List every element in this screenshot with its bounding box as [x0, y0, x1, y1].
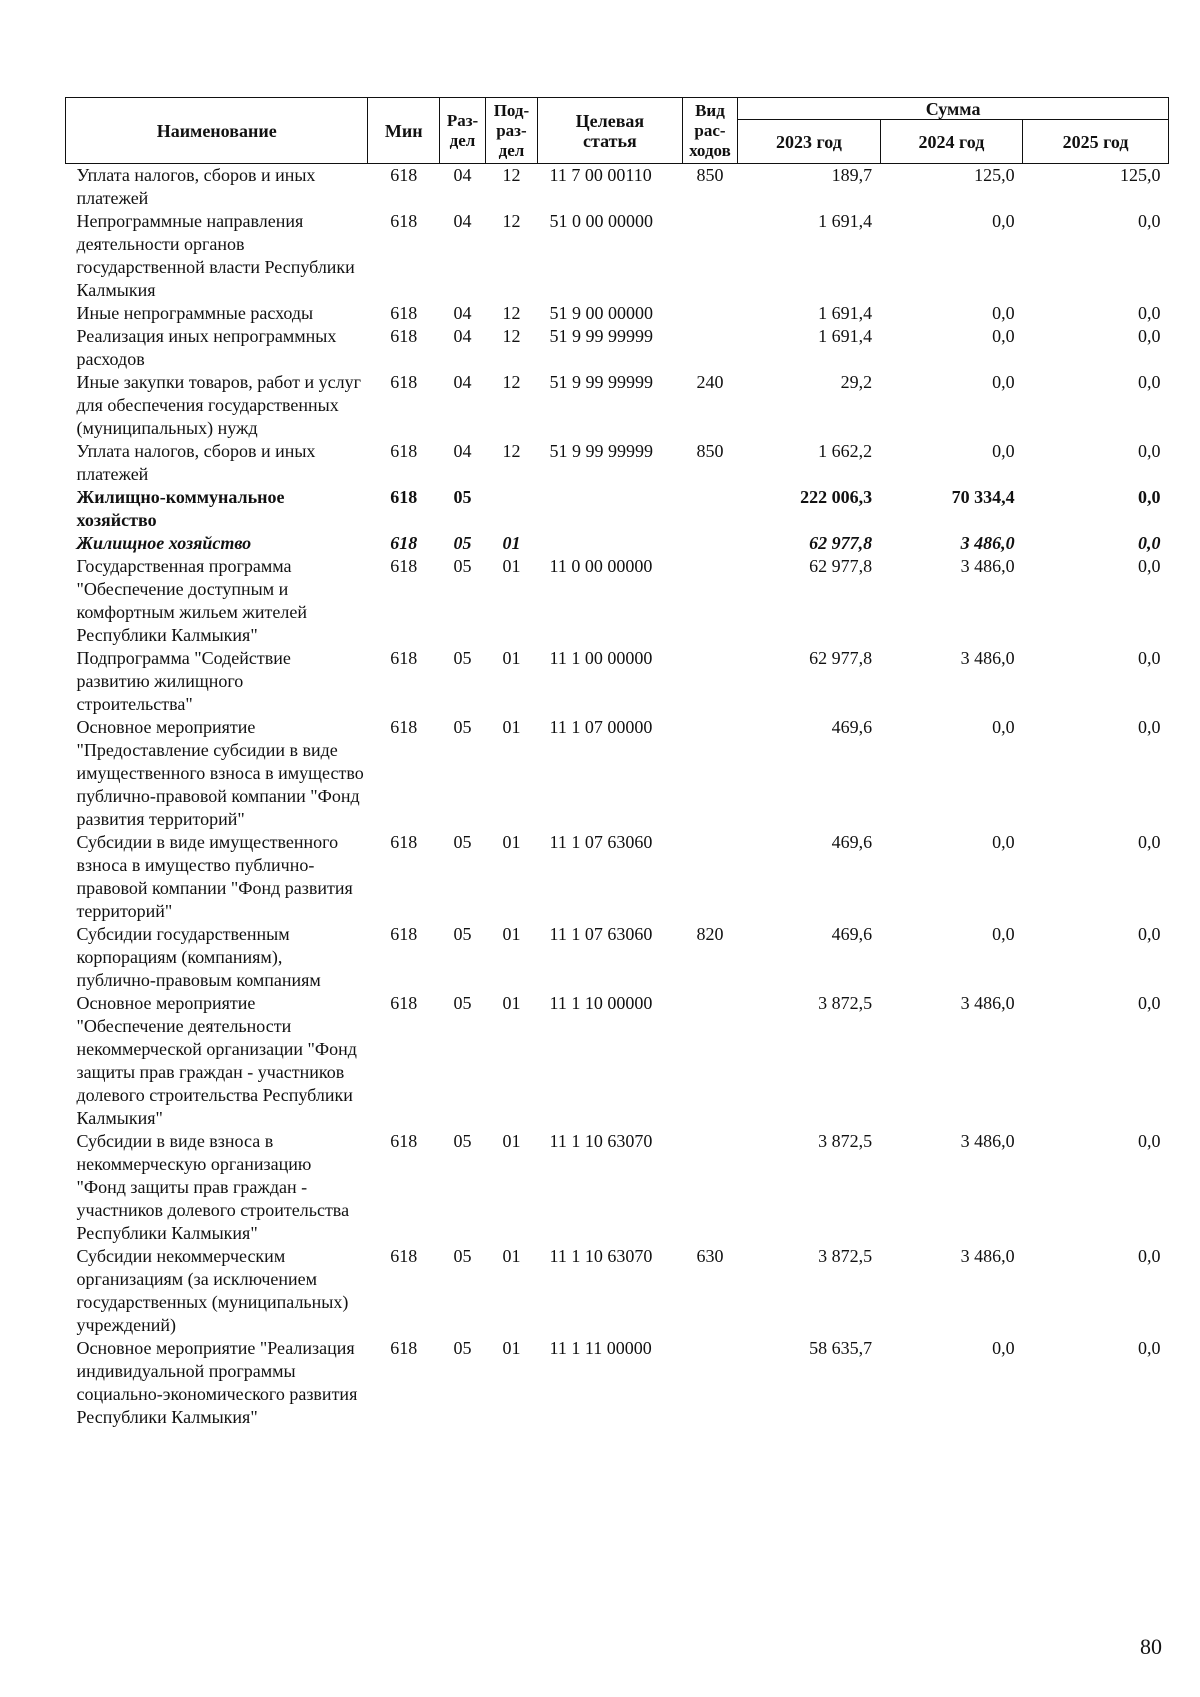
row-razdel: 05 [453, 1246, 472, 1266]
header-sum: Сумма [738, 98, 1169, 120]
row-podrazdel: 01 [502, 1246, 521, 1266]
row-min: 618 [390, 924, 418, 944]
row-podrazdel: 01 [502, 556, 521, 576]
row-min: 618 [390, 326, 418, 346]
row-name: Реализация иных непрограммных расходов [76, 326, 337, 369]
row-razdel: 05 [453, 832, 472, 852]
table-row [66, 923, 1169, 992]
row-2024: 3 486,0 [960, 1246, 1015, 1266]
header-podrazdel: Под- раз- дел [485, 98, 537, 164]
row-2025: 0,0 [1138, 441, 1161, 461]
row-target: 11 0 00 00000 [549, 556, 653, 576]
header-target: Целевая статья [538, 98, 683, 164]
row-razdel: 05 [453, 556, 472, 576]
row-min: 618 [390, 533, 418, 553]
row-podrazdel: 12 [502, 303, 521, 323]
row-target: 11 1 10 00000 [549, 993, 653, 1013]
row-target: 51 9 99 99999 [549, 326, 654, 346]
row-vid: 630 [696, 1246, 724, 1266]
row-2024: 0,0 [992, 303, 1015, 323]
row-vid [682, 555, 737, 647]
row-2023: 222 006,3 [800, 487, 873, 507]
row-2025: 0,0 [1138, 211, 1161, 231]
row-razdel: 05 [453, 717, 472, 737]
row-target: 11 1 07 00000 [549, 717, 653, 737]
row-2024: 3 486,0 [960, 1131, 1015, 1151]
header-2024: 2024 год [880, 120, 1022, 164]
row-min: 618 [390, 1246, 418, 1266]
row-podrazdel: 12 [502, 326, 521, 346]
row-2023: 62 977,8 [809, 648, 873, 668]
row-target: 51 9 99 99999 [549, 441, 654, 461]
row-2023: 469,6 [831, 924, 873, 944]
table-row [66, 1245, 1169, 1337]
row-min: 618 [390, 648, 418, 668]
table-row [66, 992, 1169, 1130]
table-row [66, 371, 1169, 440]
header-min: Мин [368, 98, 440, 164]
row-2024: 3 486,0 [960, 533, 1015, 553]
row-min: 618 [390, 993, 418, 1013]
row-vid: 850 [696, 441, 724, 461]
row-vid [682, 210, 737, 302]
row-name: Жилищное хозяйство [76, 533, 252, 553]
row-2024: 0,0 [992, 326, 1015, 346]
row-vid [682, 716, 737, 831]
row-2024: 0,0 [992, 717, 1015, 737]
table-row [66, 1130, 1169, 1245]
table-row [66, 647, 1169, 716]
row-target: 11 1 11 00000 [549, 1338, 652, 1358]
row-podrazdel [485, 486, 537, 532]
row-2025: 0,0 [1138, 993, 1161, 1013]
row-razdel: 04 [453, 326, 472, 346]
row-podrazdel: 12 [502, 441, 521, 461]
row-vid: 240 [696, 372, 724, 392]
row-min: 618 [390, 211, 418, 231]
row-podrazdel: 01 [502, 1338, 521, 1358]
row-name: Основное мероприятие "Реализация индивидуальной программы социально-экономического развития Республики Калмыкия" [76, 1338, 358, 1427]
row-name: Иные закупки товаров, работ и услуг для обеспечения государственных (муниципальных) нужд [76, 372, 361, 438]
table-row [66, 210, 1169, 302]
row-razdel: 04 [453, 441, 472, 461]
row-2025: 0,0 [1138, 832, 1161, 852]
row-min: 618 [390, 832, 418, 852]
row-2025: 0,0 [1138, 326, 1161, 346]
row-2023: 62 977,8 [809, 533, 873, 553]
budget-table [65, 97, 1169, 1429]
row-min: 618 [390, 556, 418, 576]
row-2023: 469,6 [831, 832, 873, 852]
row-razdel: 04 [453, 211, 472, 231]
row-2023: 3 872,5 [818, 993, 873, 1013]
row-2023: 1 691,4 [818, 211, 873, 231]
row-min: 618 [390, 441, 418, 461]
row-razdel: 04 [453, 303, 472, 323]
row-2023: 1 691,4 [818, 303, 873, 323]
row-podrazdel: 01 [502, 648, 521, 668]
row-vid [682, 1337, 737, 1429]
row-razdel: 05 [453, 648, 472, 668]
table-row [66, 486, 1169, 532]
row-2024: 0,0 [992, 832, 1015, 852]
row-2023: 189,7 [831, 165, 873, 185]
row-vid [682, 532, 737, 555]
row-2024: 0,0 [992, 924, 1015, 944]
row-razdel: 05 [453, 533, 472, 553]
table-row [66, 831, 1169, 923]
row-2024: 70 334,4 [951, 487, 1015, 507]
row-2025: 0,0 [1138, 556, 1161, 576]
page-number: 80 [1140, 1634, 1162, 1659]
row-name: Уплата налогов, сборов и иных платежей [76, 441, 316, 484]
row-vid: 820 [696, 924, 724, 944]
row-2023: 469,6 [831, 717, 873, 737]
row-2023: 3 872,5 [818, 1131, 873, 1151]
row-razdel: 05 [453, 993, 472, 1013]
table-row [66, 532, 1169, 555]
row-razdel: 05 [453, 487, 472, 507]
row-name: Непрограммные направления деятельности органов государственной власти Республики Калмыкия [76, 211, 355, 300]
row-podrazdel: 12 [502, 372, 521, 392]
row-name: Государственная программа "Обеспечение доступным и комфортным жильем жителей Республики Калмыкия" [76, 556, 307, 645]
row-target: 11 7 00 00110 [549, 165, 652, 185]
header-2023: 2023 год [738, 120, 880, 164]
row-name: Иные непрограммные расходы [76, 303, 314, 323]
row-target: 11 1 07 63060 [549, 924, 653, 944]
table-row [66, 1337, 1169, 1429]
row-razdel: 05 [453, 1338, 472, 1358]
row-podrazdel: 12 [502, 211, 521, 231]
row-vid [682, 302, 737, 325]
header-razdel: Раз- дел [440, 98, 486, 164]
header-vid: Вид рас- ходов [682, 98, 737, 164]
row-name: Подпрограмма "Содействие развитию жилищного строительства" [76, 648, 291, 714]
row-podrazdel: 01 [502, 1131, 521, 1151]
row-2023: 29,2 [840, 372, 873, 392]
row-2024: 0,0 [992, 441, 1015, 461]
row-2025: 0,0 [1138, 1131, 1161, 1151]
row-name: Субсидии государственным корпорациям (компаниям), публично-правовым компаниям [76, 924, 321, 990]
row-podrazdel: 12 [502, 165, 521, 185]
row-target: 11 1 10 63070 [549, 1246, 653, 1266]
row-min: 618 [390, 487, 418, 507]
row-2025: 0,0 [1138, 1338, 1161, 1358]
row-vid [682, 325, 737, 371]
row-razdel: 04 [453, 372, 472, 392]
row-2023: 3 872,5 [818, 1246, 873, 1266]
table-row [66, 440, 1169, 486]
row-2023: 62 977,8 [809, 556, 873, 576]
table-row [66, 555, 1169, 647]
row-target [538, 486, 683, 532]
row-podrazdel: 01 [502, 993, 521, 1013]
row-name: Уплата налогов, сборов и иных платежей [76, 165, 316, 208]
row-podrazdel: 01 [502, 717, 521, 737]
row-podrazdel: 01 [502, 533, 521, 553]
row-2023: 58 635,7 [809, 1338, 873, 1358]
row-2024: 3 486,0 [960, 556, 1015, 576]
row-vid [682, 647, 737, 716]
row-name: Субсидии в виде взноса в некоммерческую организацию "Фонд защиты прав граждан - участников долевого строительства Республики Калмыкия" [76, 1131, 350, 1243]
row-min: 618 [390, 1338, 418, 1358]
row-target: 51 9 99 99999 [549, 372, 654, 392]
row-target: 11 1 10 63070 [549, 1131, 653, 1151]
row-target: 51 9 00 00000 [549, 303, 654, 323]
table-row [66, 164, 1169, 211]
row-razdel: 04 [453, 165, 472, 185]
row-min: 618 [390, 1131, 418, 1151]
row-name: Основное мероприятие "Обеспечение деятельности некоммерческой организации "Фонд защиты прав граждан - участников долевого строительства Республики Калмыкия" [76, 993, 357, 1128]
row-min: 618 [390, 717, 418, 737]
row-2024: 125,0 [974, 165, 1015, 185]
row-min: 618 [390, 303, 418, 323]
row-target [538, 532, 683, 555]
header-2025: 2025 год [1023, 120, 1169, 164]
row-2025: 0,0 [1138, 487, 1161, 507]
row-target: 51 0 00 00000 [549, 211, 654, 231]
row-2025: 0,0 [1138, 924, 1161, 944]
row-vid: 850 [696, 165, 724, 185]
row-podrazdel: 01 [502, 924, 521, 944]
row-target: 11 1 07 63060 [549, 832, 653, 852]
row-2025: 125,0 [1120, 165, 1161, 185]
row-2025: 0,0 [1138, 303, 1161, 323]
row-2025: 0,0 [1138, 533, 1161, 553]
row-2025: 0,0 [1138, 1246, 1161, 1266]
table-body [66, 164, 1169, 1430]
row-razdel: 05 [453, 1131, 472, 1151]
row-vid [682, 1130, 737, 1245]
row-2025: 0,0 [1138, 372, 1161, 392]
row-2024: 0,0 [992, 372, 1015, 392]
row-2025: 0,0 [1138, 717, 1161, 737]
table-row [66, 716, 1169, 831]
table-row [66, 302, 1169, 325]
table-header [66, 98, 1169, 164]
row-2025: 0,0 [1138, 648, 1161, 668]
row-vid [682, 831, 737, 923]
row-2024: 3 486,0 [960, 648, 1015, 668]
table-row [66, 325, 1169, 371]
header-name: Наименование [66, 98, 368, 164]
row-podrazdel: 01 [502, 832, 521, 852]
row-2023: 1 662,2 [818, 441, 873, 461]
row-2024: 0,0 [992, 211, 1015, 231]
row-name: Субсидии в виде имущественного взноса в имущество публично-правовой компании "Фонд развития территорий" [76, 832, 353, 921]
row-2024: 0,0 [992, 1338, 1015, 1358]
row-min: 618 [390, 165, 418, 185]
row-razdel: 05 [453, 924, 472, 944]
row-vid [682, 992, 737, 1130]
row-target: 11 1 00 00000 [549, 648, 653, 668]
row-2024: 3 486,0 [960, 993, 1015, 1013]
row-name: Жилищно-коммунальное хозяйство [76, 487, 285, 530]
row-vid [682, 486, 737, 532]
row-min: 618 [390, 372, 418, 392]
row-2023: 1 691,4 [818, 326, 873, 346]
row-name: Субсидии некоммерческим организациям (за исключением государственных (муниципальных) учреждений) [76, 1246, 349, 1335]
row-name: Основное мероприятие "Предоставление субсидии в виде имущественного взноса в имущество публично-правовой компании "Фонд развития территорий" [76, 717, 364, 829]
